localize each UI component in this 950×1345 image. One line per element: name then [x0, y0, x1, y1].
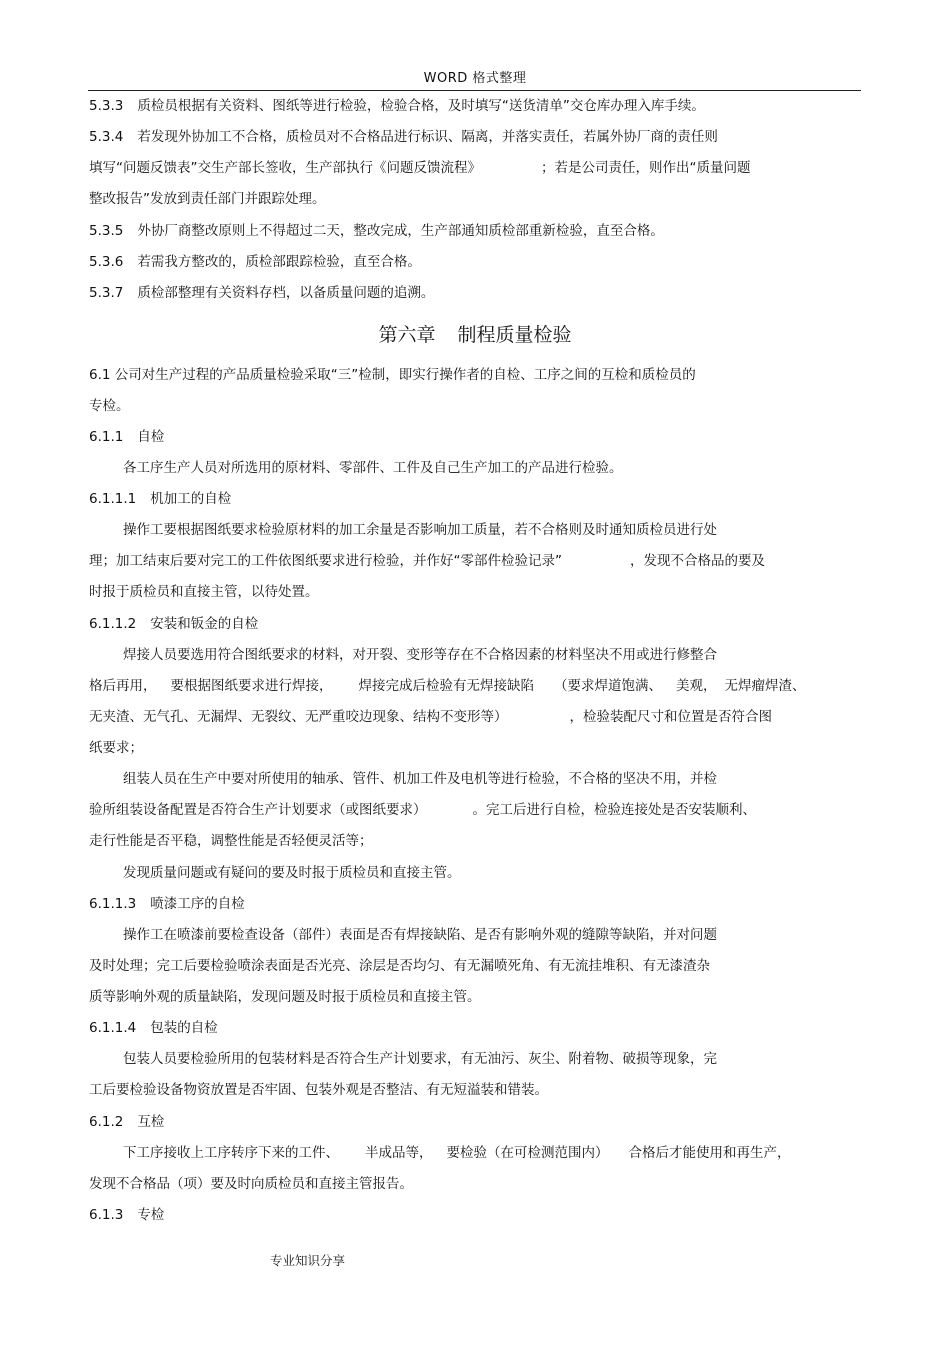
section-6-1-1-4	[89, 1019, 218, 1037]
clause-number: 5.3.4	[89, 129, 124, 145]
section-number: 6.1.1.4	[89, 1020, 137, 1036]
paragraph-line: 专检。	[89, 398, 130, 414]
clause-number: 5.3.6	[89, 254, 124, 270]
paragraph-line: 纸要求；	[89, 740, 143, 756]
header-rule	[88, 90, 861, 91]
paragraph-line: 走行性能是否平稳，调整性能是否轻便灵活等；	[89, 833, 373, 849]
clause-5-3-5	[89, 222, 664, 240]
page-header: WORD 格式整理	[423, 71, 527, 86]
paragraph-line: 操作工要根据图纸要求检验原材料的加工余量是否影响加工质量，若不合格则及时通知质检员进行处	[123, 522, 717, 538]
section-6-1-3	[89, 1206, 164, 1224]
text-run: 。完工后进行自检，检验连接处是否安装顺利、	[472, 802, 756, 818]
text-run: 合格后才能使用和再生产，	[628, 1145, 791, 1161]
section-title: 喷漆工序的自检	[150, 896, 245, 912]
section-6-1-2	[89, 1113, 164, 1131]
text-run: 要根据图纸要求进行焊接，	[170, 678, 333, 694]
text-run: 填写“问题反馈表”交生产部长签收，生产部执行《问题反馈流程》	[89, 160, 481, 176]
paragraph-line	[89, 677, 806, 695]
section-title: 专检	[137, 1207, 165, 1223]
text-run: 要检验（在可检测范围内）	[446, 1145, 609, 1161]
section-title: 互检	[137, 1114, 165, 1130]
paragraph-line: 工后要检验设备物资放置是否牢固、包装外观是否整洁、有无短溢装和错装。	[89, 1082, 548, 1098]
section-title: 安装和钣金的自检	[150, 616, 259, 632]
section-number: 6.1.1	[89, 429, 124, 445]
section-title: 包装的自检	[150, 1020, 218, 1036]
section-6-1-1-3	[89, 895, 245, 913]
text-run: 焊接完成后检验有无焊接缺陷	[358, 678, 534, 694]
paragraph-line: 发现质量问题或有疑问的要及时报于质检员和直接主管。	[123, 865, 461, 881]
text-run: 格后再用，	[89, 678, 157, 694]
paragraph-line	[89, 708, 772, 726]
paragraph-line: 质等影响外观的质量缺陷，发现问题及时报于质检员和直接主管。	[89, 989, 481, 1005]
paragraph-line: 各工序生产人员对所选用的原材料、零部件、工件及自己生产加工的产品进行检验。	[123, 460, 623, 476]
page-footer: 专业知识分享	[270, 1253, 346, 1268]
paragraph-line	[89, 159, 751, 177]
chapter-number: 第六章	[378, 324, 436, 346]
text-run: 无夹渣、无气孔、无漏焊、无裂纹、无严重咬边现象、结构不变形等）	[89, 709, 508, 725]
section-number: 6.1.3	[89, 1207, 124, 1223]
paragraph-line: 时报于质检员和直接主管，以待处置。	[89, 584, 319, 600]
paragraph-line: 发现不合格品（项）要及时向质检员和直接主管报告。	[89, 1176, 413, 1192]
chapter-name: 制程质量检验	[457, 324, 572, 346]
paragraph-line: 及时处理；完工后要检验喷涂表面是否光亮、涂层是否均匀、有无漏喷死角、有无流挂堆积、有无漆渣杂	[89, 958, 710, 974]
text-run: （要求焊道饱满、	[554, 678, 662, 694]
text-run: ，检验装配尺寸和位置是否符合图	[569, 709, 772, 725]
text-run: 无焊瘤焊渣、	[724, 678, 806, 694]
text-run: ，发现不合格品的要及	[630, 553, 765, 569]
section-6-1-1-1	[89, 490, 231, 508]
section-number: 6.1.2	[89, 1114, 124, 1130]
text-run: 理；加工结束后要对完工的工件依图纸要求进行检验，并作好“零部件检验记录”	[89, 553, 562, 569]
section-title: 机加工的自检	[150, 491, 232, 507]
section-number: 6.1.1.2	[89, 616, 137, 632]
section-6-1-1-2	[89, 615, 258, 633]
clause-text: 外协厂商整改原则上不得超过二天，整改完成，生产部通知质检部重新检验，直至合格。	[137, 223, 664, 239]
section-number: 6.1.1.3	[89, 896, 137, 912]
clause-5-3-3	[89, 97, 705, 115]
text-run: 美观，	[676, 678, 717, 694]
paragraph-line	[89, 552, 765, 570]
clause-number: 5.3.5	[89, 223, 124, 239]
clause-text: 质检员根据有关资料、图纸等进行检验，检验合格，及时填写“送货清单”交仓库办理入库手续。	[137, 98, 705, 114]
clause-5-3-4	[89, 128, 718, 146]
text-run: 下工序接收上工序转序下来的工件、	[123, 1145, 339, 1161]
clause-text: 若发现外协加工不合格，质检员对不合格品进行标识、隔离，并落实责任，若属外协厂商的责任则	[137, 129, 718, 145]
chapter-title	[0, 320, 950, 347]
paragraph-line: 整改报告”发放到责任部门并跟踪处理。	[89, 191, 326, 207]
paragraph-line: 焊接人员要选用符合图纸要求的材料，对开裂、变形等存在不合格因素的材料坚决不用或进行修整合	[123, 647, 717, 663]
paragraph-line: 包装人员要检验所用的包装材料是否符合生产计划要求，有无油污、灰尘、附着物、破损等现象，完	[123, 1051, 717, 1067]
text-run: 验所组装设备配置是否符合生产计划要求（或图纸要求）	[89, 802, 427, 818]
clause-6-1: 6.1 公司对生产过程的产品质量检验采取“三”检制，即实行操作者的自检、工序之间的互检和质检员的	[89, 367, 696, 383]
paragraph-line: 组装人员在生产中要对所使用的轴承、管件、机加工件及电机等进行检验，不合格的坚决不用，并检	[123, 771, 717, 787]
paragraph-line	[89, 801, 756, 819]
clause-text: 质检部整理有关资料存档，以备质量问题的追溯。	[137, 285, 435, 301]
clause-number: 5.3.7	[89, 285, 124, 301]
paragraph-line: 操作工在喷漆前要检查设备（部件）表面是否有焊接缺陷、是否有影响外观的缝隙等缺陷，并对问题	[123, 927, 717, 943]
clause-number: 5.3.3	[89, 98, 124, 114]
clause-5-3-6	[89, 253, 421, 271]
paragraph-line	[123, 1144, 791, 1162]
clause-text: 若需我方整改的，质检部跟踪检验，直至合格。	[137, 254, 421, 270]
text-run: 半成品等，	[365, 1145, 433, 1161]
text-run: ；若是公司责任，则作出“质量问题	[541, 160, 751, 176]
section-number: 6.1.1.1	[89, 491, 137, 507]
clause-5-3-7	[89, 284, 434, 302]
section-title: 自检	[137, 429, 165, 445]
section-6-1-1	[89, 428, 164, 446]
